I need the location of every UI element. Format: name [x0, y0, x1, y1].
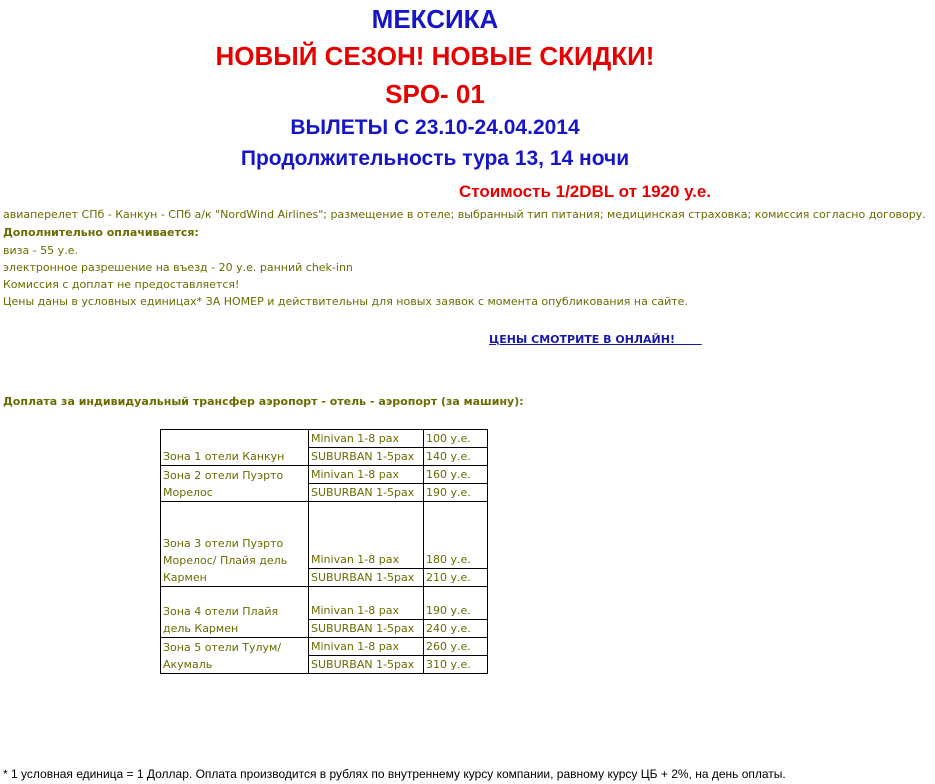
price-cell: 160 у.е.: [424, 466, 488, 484]
price-cell: 240 у.е.: [424, 620, 488, 638]
vehicle-cell: SUBURBAN 1-5pax: [309, 620, 424, 638]
spo-title: SPO- 01: [385, 79, 485, 109]
price-cell: 310 у.е.: [424, 656, 488, 674]
table-row: [161, 430, 488, 448]
vehicle-cell: SUBURBAN 1-5pax: [309, 656, 424, 674]
vehicle-cell: Minivan 1-8 pax: [309, 638, 424, 656]
table-row: [161, 466, 488, 484]
price-cell: 190 у.е.: [424, 587, 488, 620]
price-cell: 210 у.е.: [424, 569, 488, 587]
commission-note: Комиссия с доплат не предоставляется!: [3, 278, 240, 291]
promo-title: НОВЫЙ СЕЗОН! НОВЫЕ СКИДКИ!: [215, 41, 655, 71]
vehicle-cell: SUBURBAN 1-5pax: [309, 484, 424, 502]
price-cell: 180 у.е.: [424, 502, 488, 569]
vehicle-cell: Minivan 1-8 pax: [309, 466, 424, 484]
country-title: МЕКСИКА: [371, 4, 499, 34]
vehicle-cell: SUBURBAN 1-5pax: [309, 569, 424, 587]
flights-dates: ВЫЛЕТЫ С 23.10-24.04.2014: [290, 116, 580, 139]
vehicle-cell: Minivan 1-8 pax: [309, 587, 424, 620]
online-prices-link[interactable]: ЦЕНЫ СМОТРИТЕ В ОНЛАЙН!: [489, 333, 702, 346]
price-cell: 100 у.е.: [424, 430, 488, 448]
price-cell: 190 у.е.: [424, 484, 488, 502]
prices-note: Цены даны в условных единицах* ЗА НОМЕР и действительны для новых заявок с момента опубликования на сайте.: [3, 295, 688, 308]
currency-footnote: * 1 условная единица = 1 Доллар. Оплата производится в рублях по внутреннему курсу компании, равному курсу ЦБ + 2%, на день оплаты.: [3, 767, 786, 781]
transfer-title: Доплата за индивидуальный трансфер аэропорт - отель - аэропорт (за машину):: [3, 395, 524, 408]
tour-duration: Продолжительность тура 13, 14 ночи: [240, 147, 630, 170]
extra-payments-title: Дополнительно оплачивается:: [3, 226, 199, 239]
transfer-table: [160, 429, 488, 674]
zone-cell: Зона 1 отели Канкун: [161, 430, 309, 466]
vehicle-cell: Minivan 1-8 pax: [309, 502, 424, 569]
zone-cell: Зона 2 отели Пуэрто Морелос: [161, 466, 309, 502]
vehicle-cell: SUBURBAN 1-5pax: [309, 448, 424, 466]
price-cell: 140 у.е.: [424, 448, 488, 466]
zone-cell: Зона 4 отели Плайя дель Кармен: [161, 587, 309, 638]
vehicle-cell: Minivan 1-8 pax: [309, 430, 424, 448]
tour-price: Стоимость 1/2DBL от 1920 у.е.: [458, 182, 712, 201]
table-row: [161, 587, 488, 620]
zone-cell: Зона 5 отели Тулум/Акумаль: [161, 638, 309, 674]
price-cell: 260 у.е.: [424, 638, 488, 656]
zone-cell: Зона 3 отели Пуэрто Морелос/ Плайя дель Кармен: [161, 502, 309, 587]
table-row: [161, 502, 488, 569]
table-row: [161, 638, 488, 656]
visa-fee: виза - 55 у.е.: [3, 244, 78, 257]
entry-permit-fee: электронное разрешение на въезд - 20 у.е. ранний chek-inn: [3, 261, 353, 274]
included-services: авиаперелет СПб - Канкун - СПб а/к "NordWind Airlines"; размещение в отеле; выбранный тип питания; медицинская страховка; комиссия согласно договору.: [3, 208, 926, 221]
